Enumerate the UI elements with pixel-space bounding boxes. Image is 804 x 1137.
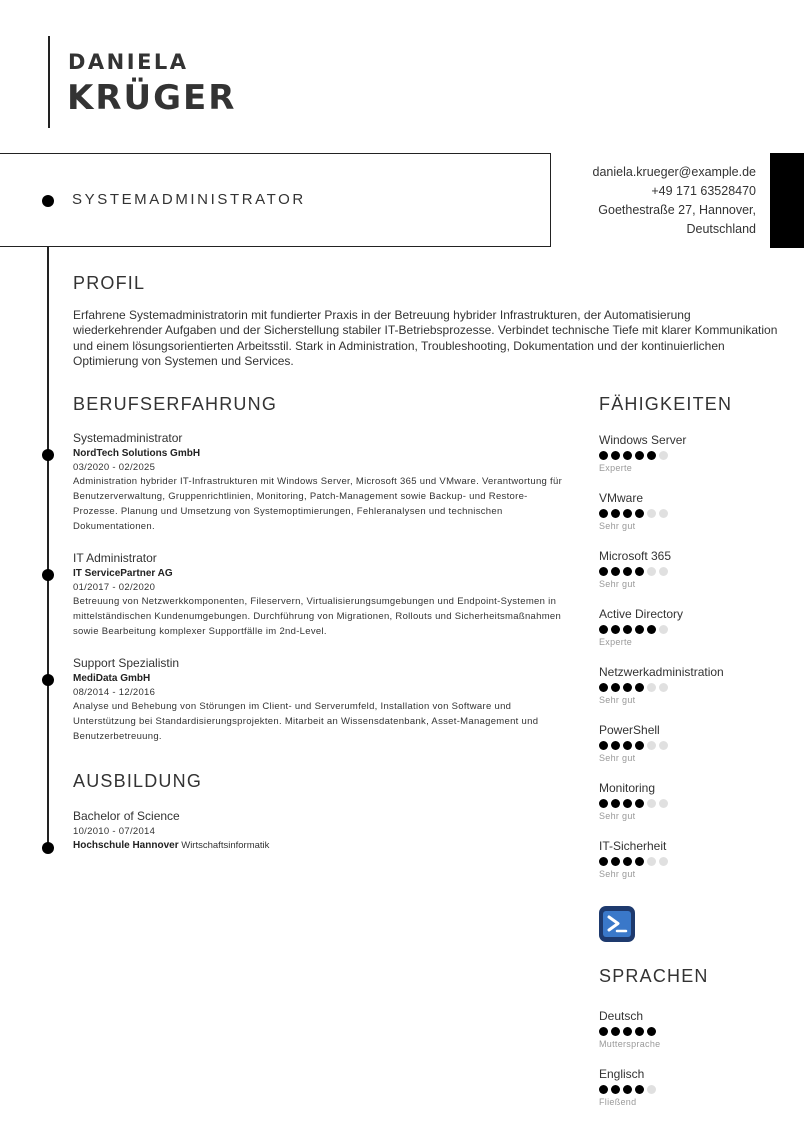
languages-list [599,1009,789,1125]
rating-dot-empty [647,683,656,692]
rating-dot-filled [635,451,644,460]
timeline-dot [42,569,54,581]
rating-dot-filled [611,451,620,460]
rating-dot-filled [647,625,656,634]
skill-name: Windows Server [599,433,687,447]
rating-dot-filled [611,1027,620,1036]
language-item [599,1009,789,1067]
rating-dot-filled [611,625,620,634]
timeline-dot [42,674,54,686]
rating-dot-filled [635,1085,644,1094]
experience-entry [73,656,563,744]
education-degree: Bachelor of Science [73,809,180,823]
skill-level: Sehr gut [599,811,636,821]
rating-dot-filled [599,451,608,460]
rating-dot-empty [659,451,668,460]
timeline-line [47,247,49,849]
rating-dot-filled [599,1085,608,1094]
rating-dot-filled [599,683,608,692]
rating-dot-filled [635,741,644,750]
skill-name: VMware [599,491,644,505]
skill-rating [599,509,789,518]
experience-description: Analyse und Behebung von Störungen im Client- und Serverumfeld, Installation von Software und Unterstützung bei Standardisierungsprojekten. Mitarbeit an Wissensdatenbank, Asset-Management und Benutzerbetreuung. [73,701,539,742]
experience-heading: BERUFSERFAHRUNG [73,394,278,414]
skill-rating [599,857,789,866]
experience-company: NordTech Solutions GmbH [73,448,201,459]
skill-item [599,549,789,607]
experience-company: MediData GmbH [73,673,151,684]
experience-entry [73,431,563,534]
skill-rating [599,683,789,692]
skill-level: Experte [599,637,633,647]
skill-name: IT-Sicherheit [599,839,667,853]
rating-dot-empty [659,799,668,808]
name-accent-bar [48,36,50,128]
rating-dot-filled [611,741,620,750]
skill-rating [599,567,789,576]
skill-item [599,665,789,723]
side-accent-block [770,153,804,248]
rating-dot-empty [659,509,668,518]
education-field: Wirtschaftsinformatik [181,840,270,851]
experience-entry [73,551,563,639]
skills-heading: FÄHIGKEITEN [599,394,733,414]
rating-dot-filled [623,1027,632,1036]
contact-block [536,163,756,239]
rating-dot-empty [647,857,656,866]
rating-dot-empty [647,799,656,808]
rating-dot-filled [635,625,644,634]
job-title: SYSTEMADMINISTRATOR [72,191,306,208]
skill-rating [599,799,789,808]
skill-item [599,607,789,665]
rating-dot-filled [599,509,608,518]
rating-dot-filled [623,799,632,808]
rating-dot-filled [635,509,644,518]
skill-name: Monitoring [599,781,656,795]
rating-dot-filled [611,567,620,576]
skill-level: Sehr gut [599,521,636,531]
experience-dates: 03/2020 - 02/2025 [73,462,156,473]
education-school: Hochschule Hannover [73,840,179,851]
skill-rating [599,625,789,634]
timeline-dot [42,449,54,461]
skill-rating [599,741,789,750]
skill-name: Microsoft 365 [599,549,672,563]
skills-list [599,433,789,897]
rating-dot-filled [635,567,644,576]
rating-dot-filled [611,509,620,518]
rating-dot-empty [647,1085,656,1094]
contact-phone[interactable]: +49 171 63528470 [651,184,756,198]
language-name: Deutsch [599,1009,644,1023]
skill-item [599,723,789,781]
rating-dot-filled [623,683,632,692]
rating-dot-filled [611,1085,620,1094]
profile-heading: PROFIL [73,273,146,293]
rating-dot-filled [635,799,644,808]
experience-role: IT Administrator [73,551,157,565]
rating-dot-filled [623,567,632,576]
skill-item [599,781,789,839]
rating-dot-filled [623,857,632,866]
experience-company: IT ServicePartner AG [73,568,173,579]
rating-dot-filled [635,857,644,866]
rating-dot-filled [599,799,608,808]
skill-item [599,433,789,491]
rating-dot-filled [623,509,632,518]
rating-dot-filled [623,741,632,750]
title-bullet [42,195,54,207]
rating-dot-empty [659,683,668,692]
rating-dot-filled [599,1027,608,1036]
language-item [599,1067,789,1125]
skill-level: Sehr gut [599,869,636,879]
rating-dot-filled [623,1085,632,1094]
skill-level: Experte [599,463,633,473]
rating-dot-empty [659,857,668,866]
experience-description: Betreuung von Netzwerkkomponenten, Fileservern, Virtualisierungsumgebungen und Endpoint-Systemen in mittelständischen Kundenumgebungen. Durchführung von Migrationen, Rollouts und Sicherheitsmaßnahmen sowie Bearbeitung komplexer Supportfälle im 2nd-Level. [73,596,562,637]
rating-dot-filled [599,741,608,750]
rating-dot-filled [611,857,620,866]
skill-level: Sehr gut [599,579,636,589]
rating-dot-filled [599,857,608,866]
rating-dot-empty [647,509,656,518]
rating-dot-filled [623,451,632,460]
skill-level: Sehr gut [599,753,636,763]
rating-dot-filled [635,683,644,692]
rating-dot-filled [635,1027,644,1036]
rating-dot-filled [623,625,632,634]
experience-role: Support Spezialistin [73,656,180,670]
education-school-line [73,840,563,851]
skill-item [599,839,789,897]
language-rating [599,1085,789,1094]
rating-dot-empty [659,567,668,576]
profile-text: Erfahrene Systemadministratorin mit fundierter Praxis in der Betreuung hybrider Infrastrukturen, der Automatisierung wiederkehrender Aufgaben und der Sicherstellung stabiler IT-Betriebsprozesse. Verbindet technische Tiefe mit klarer Kommunikation und einem lösungsorientierten Arbeitsstil. Stark in Administration, Troubleshooting, Dokumentation und der kontinuierlichen Optimierung von Systemen und Services. [73,308,778,368]
languages-heading: SPRACHEN [599,966,709,986]
skill-name: PowerShell [599,723,660,737]
skill-name: Active Directory [599,607,684,621]
education-heading: AUSBILDUNG [73,771,203,791]
skill-rating [599,451,789,460]
skill-level: Sehr gut [599,695,636,705]
skill-name: Netzwerkadministration [599,665,724,679]
experience-role: Systemadministrator [73,431,183,445]
rating-dot-filled [599,567,608,576]
education-entry [73,809,563,851]
last-name: KRÜGER [67,78,237,118]
rating-dot-filled [599,625,608,634]
language-level: Fließend [599,1097,637,1107]
timeline-dot [42,842,54,854]
rating-dot-filled [611,799,620,808]
education-dates: 10/2010 - 07/2014 [73,826,156,837]
rating-dot-empty [659,741,668,750]
skill-item [599,491,789,549]
contact-address: Goethestraße 27, Hannover, Deutschland [598,203,756,236]
rating-dot-empty [647,567,656,576]
experience-dates: 08/2014 - 12/2016 [73,687,156,698]
experience-dates: 01/2017 - 02/2020 [73,582,156,593]
rating-dot-filled [647,451,656,460]
rating-dot-empty [659,625,668,634]
contact-email[interactable]: daniela.krueger@example.de [592,165,756,179]
language-level: Muttersprache [599,1039,661,1049]
language-rating [599,1027,789,1036]
experience-description: Administration hybrider IT-Infrastrukturen mit Windows Server, Microsoft 365 und VMware. Verantwortung für Benutzerverwaltung, Gruppenrichtlinien, Monitoring, Patch-Management sowie Backup- und Restore-Prozesse. Planung und Umsetzung von Systemoptimierungen, Fehleranalysen und technischen Dokumentationen. [73,476,563,532]
rating-dot-filled [611,683,620,692]
language-name: Englisch [599,1067,645,1081]
rating-dot-filled [647,1027,656,1036]
rating-dot-empty [647,741,656,750]
powershell-icon [599,906,635,942]
first-name: DANIELA [68,50,189,74]
